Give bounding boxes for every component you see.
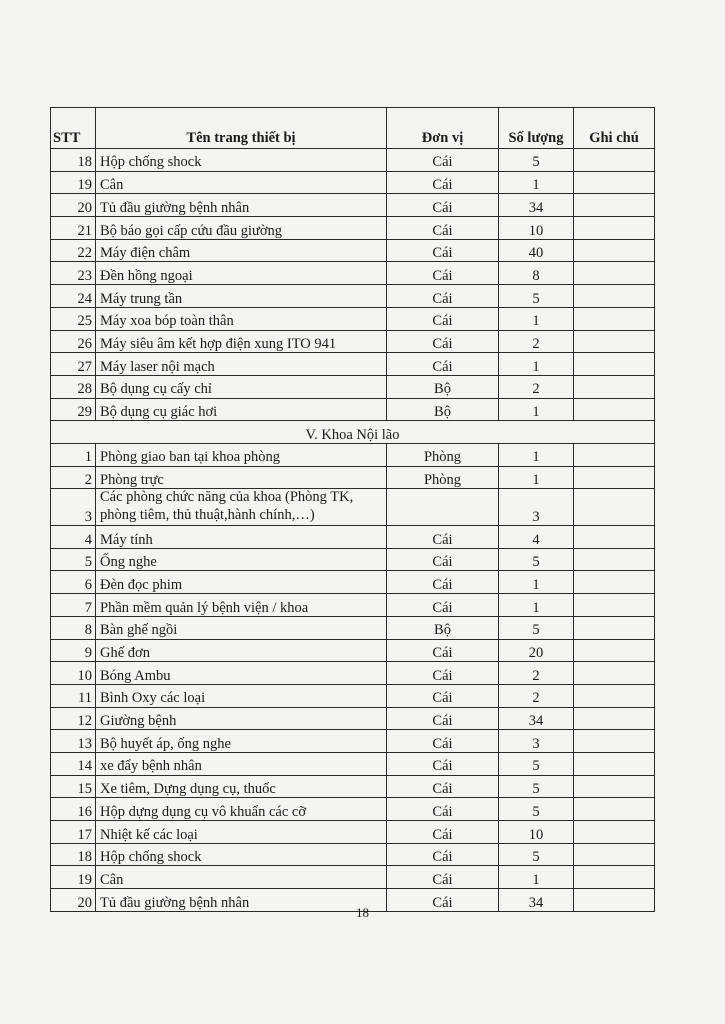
- row-stt: 16: [51, 798, 96, 821]
- row-unit: Cái: [387, 821, 499, 844]
- table-row: [51, 171, 655, 194]
- row-quantity: 8: [499, 262, 574, 285]
- table-row: [51, 330, 655, 353]
- row-quantity: 5: [499, 775, 574, 798]
- row-equipment-name: Bộ huyết áp, ống nghe: [96, 730, 387, 753]
- row-unit: Cái: [387, 730, 499, 753]
- row-stt: 21: [51, 217, 96, 240]
- table-row: [51, 194, 655, 217]
- row-quantity: 5: [499, 752, 574, 775]
- table-row: [51, 821, 655, 844]
- table-row: [51, 594, 655, 617]
- row-equipment-name: Phần mềm quản lý bệnh viện / khoa: [96, 594, 387, 617]
- row-equipment-name: Phòng trực: [96, 466, 387, 489]
- row-stt: 15: [51, 775, 96, 798]
- row-equipment-name: Đền hồng ngoại: [96, 262, 387, 285]
- header-equipment-name: Tên trang thiết bị: [96, 108, 387, 149]
- header-note: Ghi chú: [574, 108, 655, 149]
- row-note: [574, 171, 655, 194]
- header-row: [51, 108, 655, 149]
- row-quantity: 20: [499, 639, 574, 662]
- row-note: [574, 489, 655, 526]
- row-note: [574, 443, 655, 466]
- page-number: 18: [356, 905, 369, 920]
- row-quantity: 40: [499, 239, 574, 262]
- row-equipment-name: Máy điện châm: [96, 239, 387, 262]
- row-stt: 17: [51, 821, 96, 844]
- row-note: [574, 285, 655, 308]
- row-note: [574, 752, 655, 775]
- row-quantity: 1: [499, 171, 574, 194]
- row-note: [574, 821, 655, 844]
- row-unit: Bộ: [387, 375, 499, 398]
- row-quantity: 5: [499, 798, 574, 821]
- row-quantity: 1: [499, 571, 574, 594]
- table-body-bottom: [51, 443, 655, 911]
- row-stt: 18: [51, 843, 96, 866]
- row-quantity: 5: [499, 285, 574, 308]
- row-unit: Cái: [387, 866, 499, 889]
- row-note: [574, 548, 655, 571]
- row-note: [574, 571, 655, 594]
- row-equipment-name: Cân: [96, 171, 387, 194]
- row-equipment-name: Máy trung tần: [96, 285, 387, 308]
- row-stt: 23: [51, 262, 96, 285]
- row-note: [574, 594, 655, 617]
- row-stt: 3: [51, 489, 96, 526]
- table-row: [51, 752, 655, 775]
- row-equipment-name: xe đẩy bệnh nhân: [96, 752, 387, 775]
- row-quantity: 4: [499, 526, 574, 549]
- table-row: [51, 684, 655, 707]
- table-row: [51, 639, 655, 662]
- table-header: [51, 108, 655, 149]
- row-equipment-name: Bộ dụng cụ cấy chỉ: [96, 375, 387, 398]
- row-note: [574, 662, 655, 685]
- row-unit: Cái: [387, 639, 499, 662]
- table-row: [51, 548, 655, 571]
- table-row: [51, 707, 655, 730]
- table-row: [51, 843, 655, 866]
- row-unit: Phòng: [387, 443, 499, 466]
- row-unit: Cái: [387, 526, 499, 549]
- table-row: [51, 775, 655, 798]
- row-unit: Cái: [387, 662, 499, 685]
- row-equipment-name: Bộ dụng cụ giác hơi: [96, 398, 387, 421]
- row-stt: 12: [51, 707, 96, 730]
- row-equipment-name: Giường bệnh: [96, 707, 387, 730]
- row-equipment-name: Bóng Ambu: [96, 662, 387, 685]
- row-stt: 8: [51, 616, 96, 639]
- row-note: [574, 353, 655, 376]
- row-equipment-name: Xe tiêm, Dựng dụng cụ, thuốc: [96, 775, 387, 798]
- row-equipment-name: Hộp chống shock: [96, 149, 387, 172]
- row-unit: Cái: [387, 353, 499, 376]
- row-stt: 24: [51, 285, 96, 308]
- row-unit: [387, 489, 499, 526]
- row-note: [574, 307, 655, 330]
- row-unit: Cái: [387, 752, 499, 775]
- row-unit: Cái: [387, 330, 499, 353]
- row-equipment-name: Nhiệt kế các loại: [96, 821, 387, 844]
- table-row: [51, 239, 655, 262]
- table-row: [51, 149, 655, 172]
- table-row: [51, 866, 655, 889]
- row-equipment-name: Tủ đầu giường bệnh nhân: [96, 889, 387, 912]
- section-title: V. Khoa Nội lão: [51, 421, 655, 444]
- row-unit: Cái: [387, 149, 499, 172]
- row-stt: 4: [51, 526, 96, 549]
- row-note: [574, 217, 655, 240]
- table-body-top: [51, 149, 655, 421]
- table-row: [51, 798, 655, 821]
- table-row: [51, 353, 655, 376]
- header-stt: STT: [51, 108, 96, 149]
- row-unit: Cái: [387, 684, 499, 707]
- row-stt: 18: [51, 149, 96, 172]
- row-unit: Cái: [387, 307, 499, 330]
- table-row: [51, 466, 655, 489]
- row-quantity: 1: [499, 398, 574, 421]
- table-row: [51, 262, 655, 285]
- row-quantity: 10: [499, 821, 574, 844]
- row-equipment-name: Máy xoa bóp toàn thân: [96, 307, 387, 330]
- row-unit: Cái: [387, 571, 499, 594]
- row-stt: 19: [51, 171, 96, 194]
- header-quantity: Số lượng: [499, 108, 574, 149]
- row-stt: 1: [51, 443, 96, 466]
- table-row: [51, 730, 655, 753]
- row-stt: 13: [51, 730, 96, 753]
- row-quantity: 5: [499, 149, 574, 172]
- row-quantity: 1: [499, 466, 574, 489]
- row-quantity: 34: [499, 889, 574, 912]
- row-stt: 14: [51, 752, 96, 775]
- row-quantity: 5: [499, 616, 574, 639]
- row-quantity: 2: [499, 684, 574, 707]
- row-unit: Phòng: [387, 466, 499, 489]
- row-note: [574, 639, 655, 662]
- row-quantity: 1: [499, 353, 574, 376]
- row-note: [574, 798, 655, 821]
- row-quantity: 1: [499, 307, 574, 330]
- row-note: [574, 684, 655, 707]
- row-note: [574, 730, 655, 753]
- row-unit: Cái: [387, 194, 499, 217]
- row-unit: Cái: [387, 798, 499, 821]
- row-stt: 5: [51, 548, 96, 571]
- row-equipment-name: Đèn đọc phim: [96, 571, 387, 594]
- row-note: [574, 526, 655, 549]
- table-row: [51, 285, 655, 308]
- row-stt: 29: [51, 398, 96, 421]
- equipment-table: [50, 107, 655, 912]
- table-row: [51, 571, 655, 594]
- row-quantity: 2: [499, 375, 574, 398]
- header-unit: Đơn vị: [387, 108, 499, 149]
- row-equipment-name: Bàn ghế ngồi: [96, 616, 387, 639]
- row-equipment-name: Hộp chống shock: [96, 843, 387, 866]
- row-quantity: 3: [499, 730, 574, 753]
- row-stt: 9: [51, 639, 96, 662]
- row-quantity: 34: [499, 194, 574, 217]
- row-unit: Cái: [387, 217, 499, 240]
- row-equipment-name: Bộ báo gọi cấp cứu đầu giường: [96, 217, 387, 240]
- row-unit: Cái: [387, 707, 499, 730]
- table-row: [51, 217, 655, 240]
- row-stt: 27: [51, 353, 96, 376]
- row-stt: 22: [51, 239, 96, 262]
- row-equipment-name: Ống nghe: [96, 548, 387, 571]
- row-note: [574, 149, 655, 172]
- row-note: [574, 466, 655, 489]
- row-stt: 11: [51, 684, 96, 707]
- row-stt: 7: [51, 594, 96, 617]
- row-equipment-name: Hộp dựng dụng cụ vô khuẩn các cỡ: [96, 798, 387, 821]
- row-unit: Cái: [387, 843, 499, 866]
- row-quantity: 34: [499, 707, 574, 730]
- row-note: [574, 239, 655, 262]
- table-row: [51, 398, 655, 421]
- row-unit: Cái: [387, 262, 499, 285]
- table-row: [51, 616, 655, 639]
- row-stt: 20: [51, 889, 96, 912]
- row-quantity: 10: [499, 217, 574, 240]
- row-quantity: 2: [499, 330, 574, 353]
- row-unit: Cái: [387, 285, 499, 308]
- row-stt: 6: [51, 571, 96, 594]
- table-row: [51, 662, 655, 685]
- row-note: [574, 707, 655, 730]
- row-equipment-name: Bình Oxy các loại: [96, 684, 387, 707]
- row-quantity: 1: [499, 866, 574, 889]
- row-note: [574, 375, 655, 398]
- row-quantity: 3: [499, 489, 574, 526]
- row-unit: Cái: [387, 548, 499, 571]
- row-equipment-name: Tủ đầu giường bệnh nhân: [96, 194, 387, 217]
- row-quantity: 1: [499, 443, 574, 466]
- row-equipment-name: Phòng giao ban tại khoa phòng: [96, 443, 387, 466]
- row-quantity: 1: [499, 594, 574, 617]
- row-note: [574, 398, 655, 421]
- row-equipment-name: Các phòng chức năng của khoa (Phòng TK, phòng tiêm, thủ thuật,hành chính,…): [96, 489, 387, 526]
- row-stt: 10: [51, 662, 96, 685]
- row-unit: Cái: [387, 594, 499, 617]
- row-note: [574, 616, 655, 639]
- table-row: [51, 375, 655, 398]
- row-quantity: 5: [499, 843, 574, 866]
- row-stt: 19: [51, 866, 96, 889]
- table-row: [51, 526, 655, 549]
- table-row: [51, 307, 655, 330]
- row-note: [574, 194, 655, 217]
- row-stt: 2: [51, 466, 96, 489]
- row-note: [574, 330, 655, 353]
- row-note: [574, 866, 655, 889]
- row-note: [574, 843, 655, 866]
- row-unit: Cái: [387, 775, 499, 798]
- row-unit: Cái: [387, 239, 499, 262]
- row-unit: Bộ: [387, 398, 499, 421]
- row-equipment-name: Cân: [96, 866, 387, 889]
- row-unit: Cái: [387, 889, 499, 912]
- row-note: [574, 262, 655, 285]
- row-equipment-name: Máy laser nội mạch: [96, 353, 387, 376]
- row-quantity: 2: [499, 662, 574, 685]
- row-equipment-name: Máy siêu âm kết hợp điện xung ITO 941: [96, 330, 387, 353]
- row-unit: Bộ: [387, 616, 499, 639]
- section-row: [51, 421, 655, 444]
- row-note: [574, 775, 655, 798]
- row-stt: 28: [51, 375, 96, 398]
- row-quantity: 5: [499, 548, 574, 571]
- row-equipment-name: Máy tính: [96, 526, 387, 549]
- row-stt: 25: [51, 307, 96, 330]
- row-stt: 20: [51, 194, 96, 217]
- table-row: [51, 443, 655, 466]
- row-unit: Cái: [387, 171, 499, 194]
- table-row: [51, 489, 655, 526]
- row-equipment-name: Ghế đơn: [96, 639, 387, 662]
- section-body: [51, 421, 655, 444]
- row-stt: 26: [51, 330, 96, 353]
